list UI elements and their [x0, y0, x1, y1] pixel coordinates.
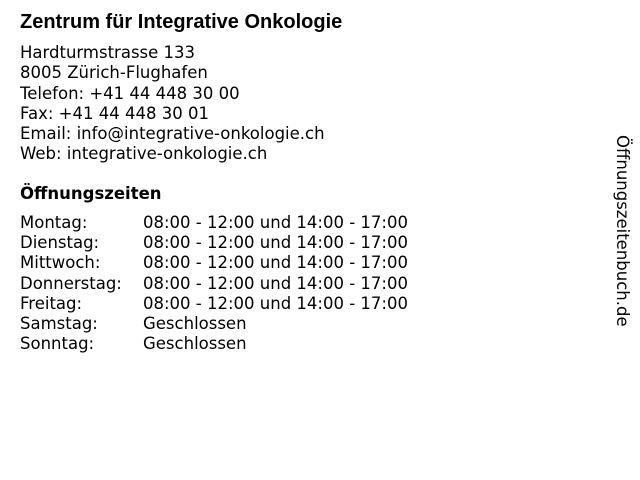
day-label: Sonntag: — [20, 334, 95, 354]
city-line: 8005 Zürich-Flughafen — [20, 63, 208, 83]
site-watermark — [612, 135, 632, 335]
phone-line: Telefon: +41 44 448 30 00 — [20, 83, 240, 103]
day-label: Samstag: — [20, 313, 98, 333]
web-line: Web: integrative-onkologie.ch — [20, 144, 268, 164]
day-label: Mittwoch: — [20, 253, 101, 273]
time-value: 08:00 - 12:00 und 14:00 - 17:00 — [143, 293, 408, 313]
day-label: Montag: — [20, 213, 88, 232]
day-label: Dienstag: — [20, 233, 100, 253]
fax-line: Fax: +41 44 448 30 01 — [20, 103, 209, 123]
time-value: Geschlossen — [143, 334, 247, 354]
day-label: Freitag: — [20, 293, 83, 313]
address-block — [20, 43, 325, 165]
street-line: Hardturmstrasse 133 — [20, 43, 196, 62]
time-value: 08:00 - 12:00 und 14:00 - 17:00 — [143, 213, 408, 232]
hours-heading: Öffnungszeiten — [20, 184, 162, 203]
email-line: Email: info@integrative-onkologie.ch — [20, 124, 325, 144]
time-value: 08:00 - 12:00 und 14:00 - 17:00 — [143, 233, 408, 253]
time-value: 08:00 - 12:00 und 14:00 - 17:00 — [143, 273, 408, 293]
page-title: Zentrum für Integrative Onkologie — [20, 11, 343, 33]
site-watermark-text: Öffnungszeitenbuch.de — [613, 135, 632, 327]
day-label: Donnerstag: — [20, 273, 122, 293]
time-value: 08:00 - 12:00 und 14:00 - 17:00 — [143, 253, 408, 273]
time-value: Geschlossen — [143, 313, 247, 333]
